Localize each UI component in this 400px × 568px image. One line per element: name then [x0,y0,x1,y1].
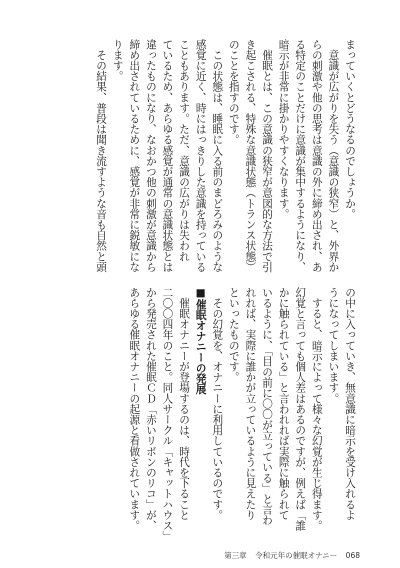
text-column: ているため、あらゆる感覚が通常の意識状態とは [161,39,174,273]
text-column: その幻覚を、オナニーに利用しているのです。 [211,287,224,521]
text-column: の中に入っていき、無意識に暗示を受け入れるよ [344,287,356,521]
text-column: から発売された催眠ＣＤ「赤いリボンのリコ」が、 [144,287,157,531]
text-column: 催眠とは、この意識の狭窄が意図的な方法で引 [261,39,274,273]
text-column: 違ったものになり、なおかつ他の刺激が意識から [144,39,157,273]
running-footer [218,550,360,561]
text-column: その結果、普段は聞き流すような音も自然と頭 [95,39,108,273]
section-label: 令和元年の催眠オナニー [255,551,338,560]
section-heading: ■催眠オナニーの発展 [194,287,207,395]
text-column: 暗示が非常に掛かりやすくなります。 [277,39,290,220]
text-column: る特定のことだけに意識が集中するようになり、 [294,39,307,273]
text-column: 二〇〇四年のこと。同人サークル「キャットハウス」 [161,287,174,542]
chapter-label: 第三章 [224,551,247,560]
text-column: 締め出されているために、感覚が非常に鋭敏にな [128,39,141,273]
text-column: 感覚に近く、時にはっきりした意識を持っている [194,39,207,273]
text-column: のことを指すのです。 [227,39,240,145]
text-column: れれば、実際に誰かが立っているように見えたり [244,287,257,521]
page-number: 068 [345,551,360,560]
text-column: いるように、「目の前に〇〇が立っている」と言わ [261,287,274,526]
text-column: き起こされる、特殊な意識状態（トランス状態） [244,39,257,273]
text-column: あらゆる催眠オナニーの起源と看做されています。 [128,287,141,531]
bottom-text-block [126,287,358,542]
text-column: 意識が広がりを失う（意識の狭窄）と、外界か [327,39,340,273]
text-column: らの刺激や他の思考は意識の外に締め出され、あ [310,39,323,273]
text-column: すると、暗示によって様々な幻覚が生じ得ます。 [310,287,323,531]
text-column: といったものです。 [227,287,240,383]
page-footer [0,546,400,568]
text-column: うになってしまいます。 [327,287,340,404]
text-column: ります。 [111,39,124,82]
text-column: 催眠オナニーが登場するのは、時代を下ること [178,287,191,521]
text-column: まっていくとどうなるのでしょうか。 [344,39,356,220]
text-column: かに触られている」と言われれば実際に触られて [277,287,290,521]
text-column: この状態は、睡眠に入る前のまどろみのような [211,39,224,273]
text-column: 幻覚と言っても個人差はあるのですが、例えば「誰 [294,287,307,531]
top-text-block [93,39,359,273]
text-column: こともあります。ただ、意識の広がりは失われ [178,39,191,262]
